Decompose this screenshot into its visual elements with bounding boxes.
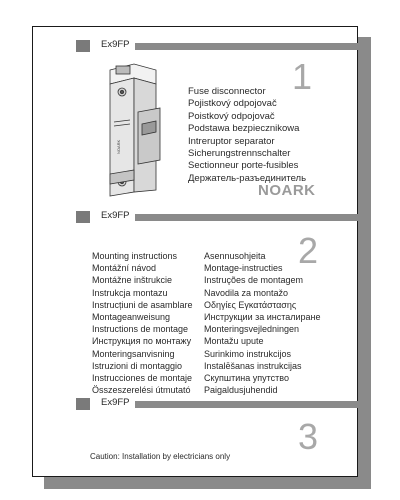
product-title-list xyxy=(188,86,306,185)
language-item: Paigaldusjuhendid xyxy=(204,385,278,396)
language-item: Istruzioni di montaggio xyxy=(92,360,183,371)
language-item: Navodila za montažo xyxy=(204,287,289,298)
header-square xyxy=(76,211,90,223)
language-item: Montage-instructies xyxy=(204,263,283,274)
language-item: Mounting instructions xyxy=(92,251,178,261)
title-en: Fuse disconnector xyxy=(188,86,266,97)
caution-note: Caution: Installation by electricians only xyxy=(90,452,231,461)
header-square xyxy=(76,398,90,410)
language-item: Montážní návod xyxy=(92,263,157,274)
language-item: Összeszerelési útmutató xyxy=(92,385,191,396)
title-cz: Pojistkový odpojovač xyxy=(188,98,277,110)
language-item: Montážne inštrukcie xyxy=(92,275,173,286)
language-item: Instrukcja montazu xyxy=(92,287,168,298)
header-bar xyxy=(135,401,359,408)
section-number-1: 1 xyxy=(292,56,313,97)
language-item: Monteringsvejledningen xyxy=(204,324,300,335)
product-code: Ex9FP xyxy=(101,397,130,408)
title-fr: Sectionneur porte-fusibles xyxy=(188,160,299,172)
title-ro: Intreruptor separator xyxy=(188,135,275,147)
language-item: Instrucțiuni de asamblare xyxy=(92,299,193,310)
header-bar xyxy=(135,214,359,221)
header-square xyxy=(76,40,90,52)
title-sk: Poistkový odpojovač xyxy=(188,110,275,122)
title-pl: Podstawa bezpiecznikowa xyxy=(188,123,300,135)
product-code: Ex9FP xyxy=(101,210,130,221)
brand-logo: NOARK xyxy=(258,182,316,199)
language-item: Скупштина упутство xyxy=(204,373,289,384)
instructions-right-column xyxy=(204,250,321,396)
language-item: Asennusohjeita xyxy=(204,251,266,261)
language-item: Οδηγίες Εγκατάστασης xyxy=(204,299,297,310)
fuse-disconnector-illustration xyxy=(94,62,174,198)
language-item: Instruções de montagem xyxy=(204,275,304,286)
header-bar xyxy=(135,43,359,50)
language-item: Instalēšanas instrukcijas xyxy=(204,360,302,371)
section-number-3: 3 xyxy=(298,416,319,457)
language-item: Инструкции за инсталиране xyxy=(204,312,321,323)
language-item: Instructions de montage xyxy=(92,324,189,335)
svg-text:NOARK: NOARK xyxy=(116,139,121,154)
language-item: Monteringsanvisning xyxy=(92,348,175,359)
language-item: Instrucciones de montaje xyxy=(92,373,193,384)
language-item: Инструкция по монтажу xyxy=(92,336,192,347)
language-item: Montažu upute xyxy=(204,336,264,347)
language-item: Surinkimo instrukcijos xyxy=(204,348,292,359)
instructions-left-column xyxy=(92,250,193,396)
language-item: Montageanweisung xyxy=(92,312,171,323)
title-de: Sicherungstrennschalter xyxy=(188,148,291,160)
section-number-2: 2 xyxy=(298,230,319,271)
product-code: Ex9FP xyxy=(101,39,130,50)
title-ru: Держатель-разъединитель xyxy=(188,172,307,184)
